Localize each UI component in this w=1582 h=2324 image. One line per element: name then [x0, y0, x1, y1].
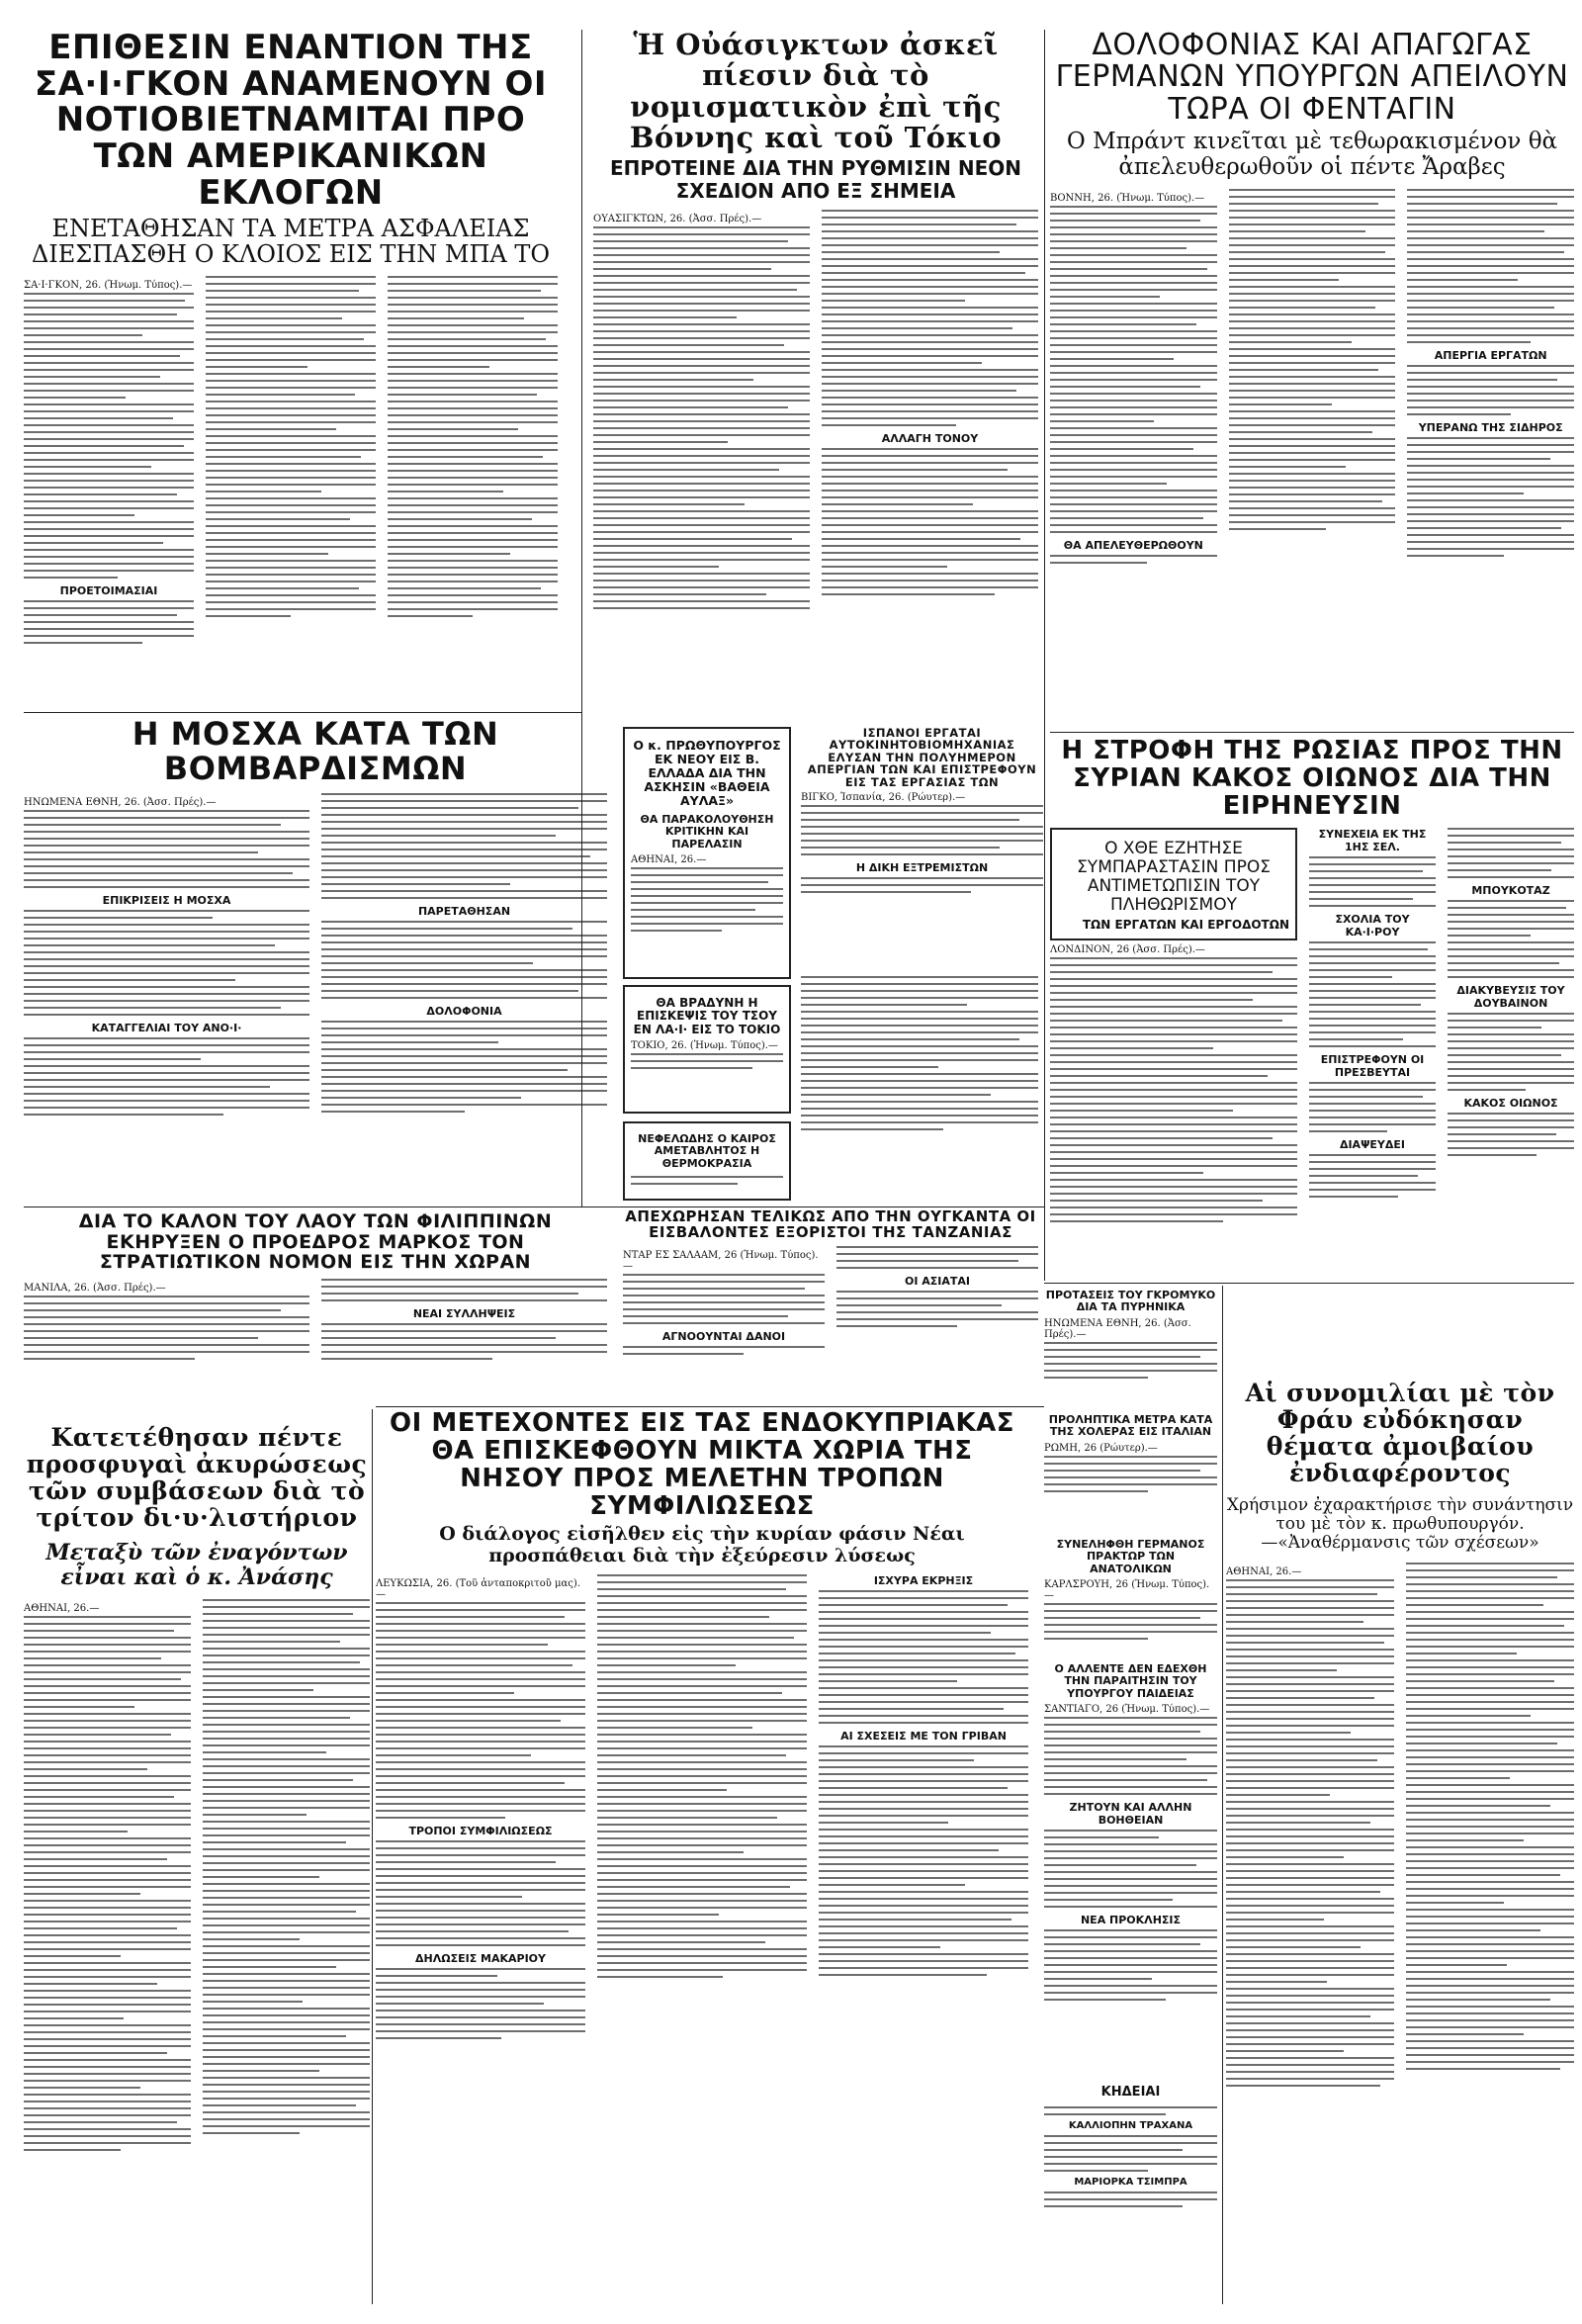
text-column	[819, 1574, 1028, 2044]
headline-hthe: Ο ΧΘΕ ΕΖΗΤΗΣΕ ΣΥΜΠΑΡΑΣΤΑΣΙΝ ΠΡΟΣ ΑΝΤΙΜΕΤΩΠΙΣΙΝ ΤΟΥ ΠΛΗΘΩΡΙΣΜΟΥ	[1077, 839, 1271, 916]
box-prime-minister	[623, 727, 791, 979]
subhead-cyprus: Ο διάλογος εἰσῆλθεν εἰς τὴν κυρίαν φάσιν Νέαι προσπάθειαι διὰ τὴν ἐξεύρεσιν λύσεως	[439, 1523, 965, 1566]
article-cholera	[1044, 1410, 1217, 1529]
headline-spain: ΙΣΠΑΝΟΙ ΕΡΓΑΤΑΙ ΑΥΤΟΚΙΝΗΤΟΒΙΟΜΗΧΑΝΙΑΣ ΕΛΥΣΑΝ ΤΗΝ ΠΟΛΥΗΜΕΡΟΝ ΑΠΕΡΓΙΑΝ ΤΩΝ ΚΑΙ ΕΠΙΣΤΡΕΦΟΥΝ ΕΙΣ ΤΑΣ ΕΡΓΑΣΙΑΣ ΤΩΝ	[807, 727, 1037, 789]
section-moscow-4: ΔΟΛΟΦΟΝΙΑ	[426, 1005, 502, 1019]
text-column	[24, 793, 309, 1120]
headline-weather: ΝΕΦΕΛΩΔΗΣ Ο ΚΑΙΡΟΣ ΑΜΕΤΑΒΛΗΤΟΣ Η ΘΕΡΜΟΚΡΑΣΙΑ	[638, 1132, 776, 1170]
headline-refugees: Κατετέθησαν πέντε προσφυγαὶ ἀκυρώσεως τῶν συμβάσεων διὰ τὸ τρίτον δι·υ·λιστήριον	[26, 1424, 368, 1532]
text-column	[24, 1599, 191, 2156]
section-spain: Η ΔΙΚΗ ΕΞΤΡΕΜΙΣΤΩΝ	[855, 861, 989, 875]
text-column	[388, 276, 558, 649]
subhead-saigon: ΕΝΕΤΑΘΗΣΑΝ ΤΑ ΜΕΤΡΑ ΑΣΦΑΛΕΙΑΣ ΔΙΕΣΠΑΣΘΗ Ο ΚΛΟΙΟΣ ΕΙΣ ΤΗΝ ΜΠΑ ΤΟ	[31, 214, 551, 269]
row-rule	[1050, 732, 1574, 733]
section-cyprus-2: ΤΡΟΠΟΙ ΣΥΜΦΙΛΙΩΣΕΩΣ	[408, 1824, 553, 1837]
continued-russia: ΣΥΝΕΧΕΙΑ ΕΚ ΤΗΣ 1ΗΣ ΣΕΛ.	[1318, 828, 1427, 854]
headline-washington: Ἡ Οὐάσιγκτων ἀσκεῖ πίεσιν διὰ τὸ νομισματικὸν ἐπὶ τῆς Βόννης καὶ τοῦ Τόκιο	[629, 30, 1003, 154]
headline-gromyko: ΠΡΟΤΑΣΕΙΣ ΤΟΥ ΓΚΡΟΜΥΚΟ ΔΙΑ ΤΑ ΠΥΡΗΝΙΚΑ	[1045, 1289, 1216, 1314]
subhead-washington: ΕΠΡΟΤΕΙΝΕ ΔΙΑ ΤΗΝ ΡΥΘΜΙΣΙΝ ΝΕΟΝ ΣΧΕΔΙΟΝ ΑΠΟ ΕΞ ΣΗΜΕΙΑ	[609, 156, 1022, 203]
text-column	[321, 1279, 607, 1365]
section-philippines: ΝΕΑΙ ΣΥΛΛΗΨΕΙΣ	[412, 1306, 516, 1320]
dateline-refugees: ΑΘΗΝΑΙ, 26.—	[24, 1603, 100, 1615]
article-russia	[1050, 737, 1574, 1291]
text-column	[24, 276, 194, 649]
headline-allende: Ο ΑΛΛΕΝΤΕ ΔΕΝ ΕΔΕΧΘΗ ΤΗΝ ΠΑΡΑΙΤΗΣΙΝ ΤΟΥ ΥΠΟΥΡΓΟΥ ΠΑΙΔΕΙΑΣ	[1054, 1662, 1207, 1700]
dateline-frahn: ΑΘΗΝΑΙ, 26.—	[1226, 1566, 1302, 1578]
section-allende: ΖΗΤΟΥΝ ΚΑΙ ΑΛΛΗΝ ΒΟΗΘΕΙΑΝ	[1069, 1800, 1192, 1827]
dateline-germans: ΒΟΝΝΗ, 26. (Ἠνωμ. Τύπος).—	[1050, 192, 1205, 204]
column-rule	[1044, 30, 1045, 1281]
dateline-saigon: ΣΑ·Ι·ΓΚΟΝ, 26. (Ἠνωμ. Τύπος).—	[24, 280, 193, 292]
section-russia-5: ΔΙΑΨΕΥΔΕΙ	[1339, 1138, 1406, 1152]
dateline-gromyko: ΗΝΩΜΕΝΑ ΕΘΝΗ, 26. (Ἀσσ. Πρές).—	[1044, 1317, 1191, 1340]
article-washington	[593, 30, 1038, 722]
dateline-allende: ΣΑΝΤΙΑΓΟ, 26 (Ἠνωμ. Τύπος).—	[1044, 1703, 1210, 1715]
section-uganda-2: ΑΓΝΟΟΥΝΤΑΙ ΔΑΝΟΙ	[661, 1330, 786, 1344]
section-cyprus: ΙΣΧΥΡΑ ΕΚΡΗΞΙΣ	[873, 1573, 974, 1587]
text-column	[376, 1574, 585, 2044]
section-washington: ΑΛΛΑΓΗ ΤΟΝΟΥ	[881, 432, 979, 446]
dateline-tractors: ΚΑΡΛΣΡΟΥΗ, 26 (Ἠνωμ. Τύπος).—	[1044, 1578, 1210, 1601]
section-allende-2: ΝΕΑ ΠΡΟΚΛΗΣΙΣ	[1080, 1913, 1182, 1926]
headline-pm: Ο κ. ΠΡΩΘΥΠΟΥΡΓΟΣ ΕΚ ΝΕΟΥ ΕΙΣ Β. ΕΛΛΑΔΑ ΔΙΑ ΤΗΝ ΑΣΚΗΣΙΝ «ΒΑΘΕΙΑ ΑΥΛΑΞ»	[633, 738, 781, 808]
section-moscow-3: ΠΑΡΕΤΑΘΗΣΑΝ	[417, 905, 511, 919]
dateline-tokyo: ΤΟΚΙΟ, 26. (Ἠνωμ. Τύπος).—	[631, 1040, 778, 1052]
subhead-pm: ΘΑ ΠΑΡΑΚΟΛΟΥΘΗΣΗ ΚΡΙΤΙΚΗΝ ΚΑΙ ΠΑΡΕΛΑΣΙΝ	[640, 813, 774, 850]
section-russia-2: ΜΠΟΥΚΟΤΑΖ	[1471, 884, 1550, 898]
row-rule	[24, 712, 581, 713]
section-germans-2: ΥΠΕΡΑΝΩ ΤΗΣ ΣΙΔΗΡΟΣ	[1418, 420, 1563, 434]
article-cyprus	[376, 1409, 1028, 2299]
subhead-refugees: Μεταξὺ τῶν ἐναγόντων εἶναι καὶ ὁ κ. Ἀνάσης	[45, 1540, 348, 1590]
box-hthe	[1050, 828, 1297, 940]
dateline-cyprus: ΛΕΥΚΩΣΙΑ, 26. (Τοῦ ἀνταποκριτοῦ μας).—	[376, 1577, 580, 1600]
section-germans-3: ΘΑ ΑΠΕΛΕΥΘΕΡΩΘΟΥΝ	[1063, 538, 1203, 552]
text-column	[1448, 828, 1574, 1227]
section-moscow: ΕΠΙΚΡΙΣΕΙΣ Η ΜΟΣΧΑ	[102, 894, 231, 908]
headline-moscow: Η ΜΟΣΧΑ ΚΑΤΑ ΤΩΝ ΒΟΜΒΑΡΔΙΣΜΩΝ	[132, 717, 499, 787]
article-spain-visible-final	[801, 727, 1043, 974]
headline-uganda: ΑΠΕΧΩΡΗΣΑΝ ΤΕΛΙΚΩΣ ΑΠΟ ΤΗΝ ΟΥΓΚΑΝΤΑ ΟΙ ΕΙΣΒΑΛΟΝΤΕΣ ΕΞΟΡΙΣΤΟΙ ΤΗΣ ΤΑΝΖΑΝΙΑΣ	[625, 1208, 1036, 1242]
section-germans: ΑΠΕΡΓΙΑ ΕΡΓΑΤΩΝ	[1434, 348, 1547, 362]
text-column	[24, 1279, 309, 1365]
headline-tokyo: ΘΑ ΒΡΑΔΥΝΗ Η ΕΠΙΣΚΕΨΙΣ ΤΟΥ ΤΣΟΥ ΕΝ ΛΑ·Ι· ΕΙΣ ΤΟ ΤΟΚΙΟ	[633, 996, 781, 1036]
subhead-hthe: ΤΩΝ ΕΡΓΑΤΩΝ ΚΑΙ ΕΡΓΟΔΟΤΩΝ	[1082, 918, 1289, 933]
section-saigon: ΠΡΟΕΤΟΙΜΑΣΙΑΙ	[59, 584, 158, 598]
text-column	[1406, 1563, 1574, 2092]
section-russia-4: ΔΙΑΚΥΒΕΥΣΙΣ ΤΟΥ ΔΟΥΒΑΙΝΟΝ	[1456, 984, 1565, 1011]
text-column	[623, 1246, 825, 1360]
text-column	[1309, 828, 1436, 1227]
headline-germans: ΔΟΛΟΦΟΝΙΑΣ ΚΑΙ ΑΠΑΓΩΓΑΣ ΓΕΡΜΑΝΩΝ ΥΠΟΥΡΓΩΝ ΑΠΕΙΛΟΥΝ ΤΩΡΑ ΟΙ ΦΕΝΤΑΓΙΝ	[1055, 30, 1569, 127]
funeral-name-1: ΚΑΛΛΙΟΠΗΝ ΤΡΑΧΑΝΑ	[1068, 2119, 1193, 2131]
dateline-cholera: ΡΩΜΗ, 26 (Ρώυτερ).—	[1044, 1442, 1158, 1454]
text-column	[593, 210, 810, 614]
headline-tractors: ΣΥΝΕΛΗΦΘΗ ΓΕΡΜΑΝΟΣ ΠΡΑΚΤΩΡ ΤΩΝ ΑΝΑΤΟΛΙΚΩΝ	[1056, 1538, 1205, 1575]
section-uganda: ΟΙ ΑΣΙΑΤΑΙ	[904, 1275, 971, 1289]
headline-saigon: ΕΠΙΘΕΣΙΝ ΕΝΑΝΤΙΟΝ ΤΗΣ ΣΑ·Ι·ΓΚΟΝ ΑΝΑΜΕΝΟΥΝ ΟΙ ΝΟΤΙΟΒΙΕΤΝΑΜΙΤΑΙ ΠΡΟ ΤΩΝ ΑΜΕΡΙΚΑΝΙΚΩΝ ΕΚΛΟΓΩΝ	[34, 30, 548, 213]
article-philippines	[24, 1211, 607, 1414]
section-russia-3: ΕΠΙΣΤΡΕΦΟΥΝ ΟΙ ΠΡΕΣΒΕΥΤΑΙ	[1320, 1053, 1425, 1080]
text-column	[597, 1574, 807, 2044]
headline-cholera: ΠΡΟΛΗΠΤΙΚΑ ΜΕΤΡΑ ΚΑΤΑ ΤΗΣ ΧΟΛΕΡΑΣ ΕΙΣ ΙΤΑΛΙΑΝ	[1048, 1413, 1213, 1439]
text-column	[1050, 189, 1217, 569]
box-weather	[623, 1121, 791, 1201]
text-column	[321, 793, 607, 1120]
text-column	[206, 276, 376, 649]
article-germans	[1050, 30, 1574, 732]
section-russia-6: ΚΑΚΟΣ ΟΙΩΝΟΣ	[1463, 1097, 1558, 1111]
section-russia: ΣΧΟΛΙΑ ΤΟΥ ΚΑ·Ι·ΡΟΥ	[1335, 913, 1410, 939]
article-refugees	[24, 1424, 370, 2304]
column-rule	[372, 1409, 373, 2304]
dateline-moscow: ΗΝΩΜΕΝΑ ΕΘΝΗ, 26. (Ἀσσ. Πρές).—	[24, 797, 217, 809]
text-column	[1226, 1563, 1394, 2092]
text-column	[836, 1246, 1038, 1360]
article-frahn	[1226, 1380, 1574, 2304]
funeral-name-2: ΜΑΡΙΟΡΚΑ ΤΣΙΜΠΡΑ	[1074, 2176, 1187, 2188]
article-uganda-real	[623, 1208, 1038, 1406]
article-funeral	[1044, 2082, 1217, 2304]
headline-russia: Η ΣΤΡΟΦΗ ΤΗΣ ΡΩΣΙΑΣ ΠΡΟΣ ΤΗΝ ΣΥΡΙΑΝ ΚΑΚΟΣ ΟΙΩΝΟΣ ΔΙΑ ΤΗΝ ΕΙΡΗΝΕΥΣΙΝ	[1061, 737, 1563, 822]
headline-philippines: ΔΙΑ ΤΟ ΚΑΛΟΝ ΤΟΥ ΛΑΟΥ ΤΩΝ ΦΙΛΙΠΠΙΝΩΝ ΕΚΗΡΥΞΕΝ Ο ΠΡΟΕΔΡΟΣ ΜΑΡΚΟΣ ΤΟΝ ΣΤΡΑΤΙΩΤΙΚΟΝ ΝΟΜΟΝ ΕΙΣ ΤΗΝ ΧΩΡΑΝ	[78, 1211, 553, 1274]
section-cyprus-3: ΑΙ ΣΧΕΣΕΙΣ ΜΕ ΤΟΝ ΓΡΙΒΑΝ	[840, 1729, 1007, 1743]
column-rule	[581, 30, 582, 1207]
box-tokyo	[623, 985, 791, 1114]
headline-cyprus: ΟΙ ΜΕΤΕΧΟΝΤΕΣ ΕΙΣ ΤΑΣ ΕΝΔΟΚΥΠΡΙΑΚΑΣ ΘΑ ΕΠΙΣΚΕΦΘΟΥΝ ΜΙΚΤΑ ΧΩΡΙΑ ΤΗΣ ΝΗΣΟΥ ΠΡΟΣ ΜΕΛΕΤΗΝ ΤΡΟΠΩΝ ΣΥΜΦΙΛΙΩΣΕΩΣ	[390, 1409, 1014, 1522]
dateline-washington: ΟΥΑΣΙΓΚΤΩΝ, 26. (Ἀσσ. Πρές).—	[593, 214, 762, 225]
row-rule	[376, 1406, 1044, 1407]
article-moscow	[24, 717, 607, 1202]
text-column	[1229, 189, 1396, 569]
article-gromyko	[1044, 1286, 1217, 1404]
text-column	[822, 210, 1038, 614]
headline-funeral: ΚΗΔΕΙΑΙ	[1100, 2085, 1161, 2100]
dateline-uganda: ΝΤΑΡ ΕΣ ΣΑΛΑΑΜ, 26 (Ἠνωμ. Τύπος).—	[623, 1250, 819, 1273]
dateline-hthe: ΛΟΝΔΙΝΟΝ, 26 (Ἀσσ. Πρές).—	[1050, 943, 1205, 955]
row-rule	[1044, 1283, 1574, 1284]
text-column	[1407, 189, 1574, 569]
section-moscow-2: ΚΑΤΑΓΓΕΛΙΑΙ ΤΟΥ ΑΝΟ·Ι·	[91, 1022, 242, 1035]
section-cyprus-4: ΔΗΛΩΣΕΙΣ ΜΑΚΑΡΙΟΥ	[414, 1951, 547, 1965]
text-column	[203, 1599, 370, 2156]
article-allende	[1044, 1659, 1217, 2075]
article-saigon	[24, 30, 558, 712]
dateline-pm: ΑΘΗΝΑΙ, 26.—	[631, 853, 707, 865]
dateline-spain: ΒΙΓΚΟ, Ἱσπανία, 26. (Ρώυτερ).—	[801, 792, 966, 804]
subhead-frahn: Χρήσιμον ἐχαρακτήρισε τὴν συνάντησιν του μὲ τὸν κ. πρωθυπουργόν.—«Ἀναθέρμανσις τῶν σχέσεων»	[1226, 1495, 1574, 1554]
subhead-germans: Ο Μπράντ κινεῖται μὲ τεθωρακισμένον θὰ ἀπελευθερωθοῦν οἱ πέντε Ἄραβες	[1066, 129, 1558, 180]
column-rule	[1222, 1286, 1223, 2304]
article-tractors	[1044, 1535, 1217, 1654]
dateline-philippines: ΜΑΝΙΛΑ, 26. (Ἀσσ. Πρές).—	[24, 1282, 166, 1294]
headline-frahn: Αἱ συνομιλίαι μὲ τὸν Φράυ εὐδόκησαν θέματα ἀμοιβαίου ἐνδιαφέροντος	[1245, 1380, 1555, 1487]
